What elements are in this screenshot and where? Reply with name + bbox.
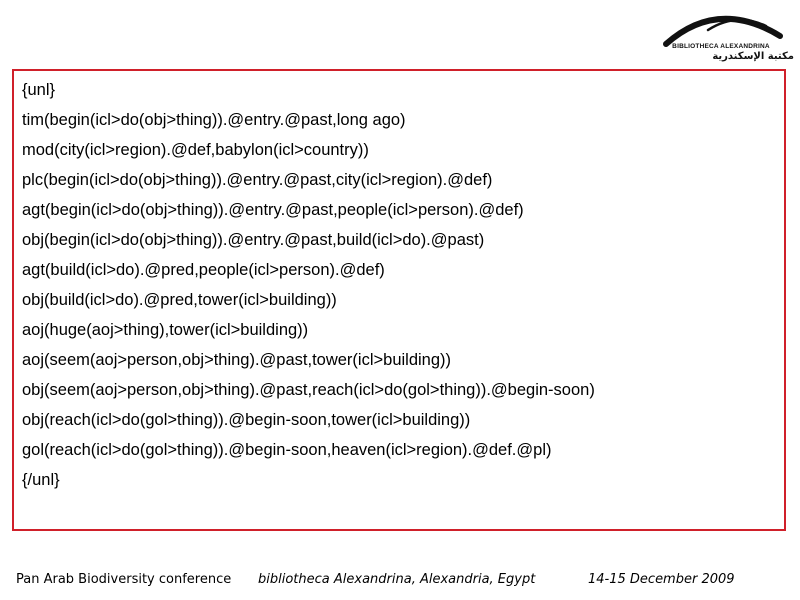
unl-content-box [12,69,786,531]
unl-line: obj(reach(icl>do(gol>thing)).@begin-soon,tower(icl>building)) [22,411,471,429]
footer-venue: bibliotheca Alexandrina, Alexandria, Egypt [258,572,536,587]
logo-name-latin: BIBLIOTHECA ALEXANDRINA [672,43,770,50]
unl-line: obj(seem(aoj>person,obj>thing).@past,reach(icl>do(gol>thing)).@begin-soon) [22,381,595,399]
unl-line: obj(begin(icl>do(obj>thing)).@entry.@past,build(icl>do).@past) [22,231,485,249]
unl-line: obj(build(icl>do).@pred,tower(icl>building)) [22,291,337,309]
logo-name-arabic: مكتبة الإسكندرية [712,51,794,62]
footer-date: 14-15 December 2009 [588,572,735,587]
unl-line: gol(reach(icl>do(gol>thing)).@begin-soon,heaven(icl>region).@def.@pl) [22,441,552,459]
unl-line: aoj(seem(aoj>person,obj>thing).@past,tower(icl>building)) [22,351,452,369]
footer-conference: Pan Arab Biodiversity conference [16,572,232,587]
unl-line: agt(begin(icl>do(obj>thing)).@entry.@past,people(icl>person).@def) [22,201,524,219]
unl-line: tim(begin(icl>do(obj>thing)).@entry.@past,long ago) [22,111,406,129]
slide-footer [0,572,800,594]
arch-logo-icon [648,4,794,48]
unl-line: agt(build(icl>do).@pred,people(icl>person).@def) [22,261,385,279]
unl-line-list [22,75,595,495]
unl-line: plc(begin(icl>do(obj>thing)).@entry.@past,city(icl>region).@def) [22,171,493,189]
unl-line: aoj(huge(aoj>thing),tower(icl>building)) [22,321,309,339]
unl-line: {/unl} [22,471,60,489]
bibliotheca-alexandrina-logo [648,4,794,68]
unl-line: {unl} [22,81,56,99]
unl-line: mod(city(icl>region).@def,babylon(icl>country)) [22,141,369,159]
